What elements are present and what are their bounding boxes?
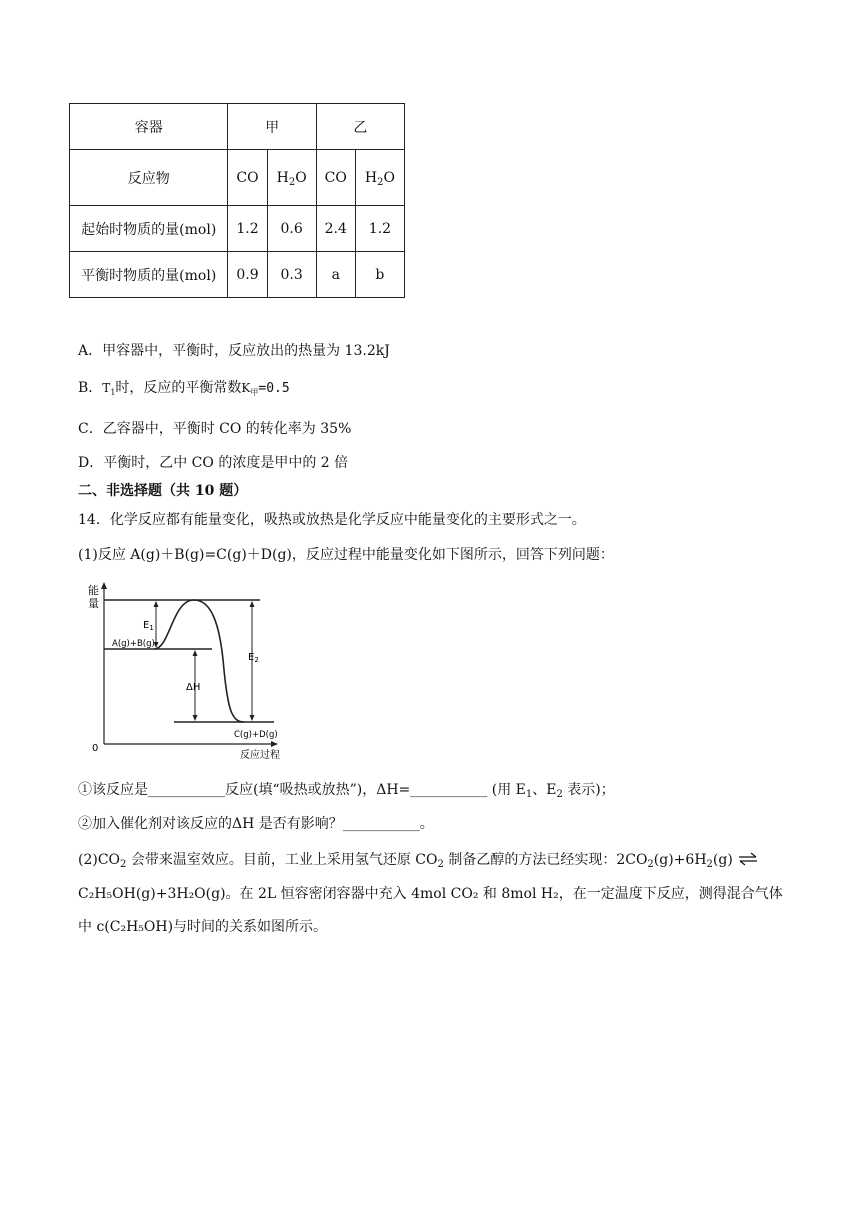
table-row [70, 252, 405, 298]
table-cell: 乙 [316, 104, 404, 150]
option-b [78, 378, 290, 399]
formula-sub: 2 [377, 176, 384, 188]
text-run: (g)+6H [653, 852, 707, 868]
table-row [70, 150, 405, 206]
y-axis-arrow [101, 582, 107, 589]
subquestion-1 [78, 780, 615, 800]
subscript: 2 [706, 859, 713, 870]
subscript: 2 [437, 859, 444, 870]
reaction-curve [154, 600, 244, 722]
equilibrium-arrow-icon [737, 852, 759, 866]
products-label: C(g)+D(g) [234, 730, 278, 740]
e1-arrow-head-up [154, 601, 159, 607]
subquestion-1-text: 表示)； [562, 782, 615, 798]
table-cell: 甲 [228, 104, 316, 150]
subscript: 2 [647, 859, 654, 870]
option-b-t: T [102, 381, 111, 395]
formula-part: H [364, 169, 378, 186]
subquestion-1-text: ①该反应是___________反应(填“吸热或放热”)，ΔH=___________ (用 E [78, 782, 526, 798]
e2-label: $E_2$ [248, 652, 259, 664]
table-cell: 反应物 [70, 150, 228, 206]
option-b-prefix: B． [78, 380, 103, 396]
dh-arrow-head-up [193, 650, 198, 656]
reactants-label: A(g)+B(g) [112, 639, 155, 649]
option-c: C．乙容器中，平衡时 CO 的转化率为 35% [78, 421, 352, 437]
question-14-part-1: (1)反应 A(g)＋B(g)=C(g)＋D(g)，反应过程中能量变化如下图所示，回答下列问题： [78, 547, 614, 563]
table-cell: 2.4 [316, 206, 355, 252]
dh-arrow-head-down [193, 715, 198, 721]
option-b-k-sub: 甲 [250, 388, 259, 397]
e1-label: $E_1$ [143, 620, 154, 632]
e2-arrow-head-down [250, 715, 255, 721]
x-axis-arrow [271, 741, 278, 747]
subscript: 2 [120, 859, 127, 870]
table-cell: 起始时物质的量(mol) [70, 206, 228, 252]
question-14-part-2-line-3: 中 c(C₂H₅OH)与时间的关系如图所示。 [78, 919, 328, 935]
option-d: D．平衡时，乙中 CO 的浓度是甲中的 2 倍 [78, 455, 349, 471]
table-cell: 0.3 [267, 252, 316, 298]
table-cell: 1.2 [228, 206, 267, 252]
formula-part: O [383, 169, 395, 186]
subquestion-2: ②加入催化剂对该反应的ΔH 是否有影响？___________。 [78, 816, 434, 832]
question-14-part-2-line-2: C₂H₅OH(g)+3H₂O(g)。在 2L 恒容密闭容器中充入 4mol CO₂ 和 8mol H₂，在一定温度下反应，测得混合气体 [78, 886, 783, 902]
option-b-end: =0.5 [258, 381, 290, 396]
text-run: (2)CO [78, 852, 121, 868]
origin-label: 0 [92, 743, 99, 754]
formula-part: O [295, 169, 307, 186]
option-b-mid: 时，反应的平衡常数 [115, 380, 242, 396]
table-cell [267, 150, 316, 206]
x-axis-label: 反应过程 [240, 750, 280, 761]
formula-part: H [276, 169, 289, 186]
table-cell: 平衡时物质的量(mol) [70, 252, 228, 298]
dh-label: ΔH [186, 682, 201, 693]
question-14: 14．化学反应都有能量变化，吸热或放热是化学反应中能量变化的主要形式之一。 [78, 512, 586, 528]
e2-arrow-head-up [250, 601, 255, 607]
subscript: 1 [525, 789, 533, 800]
table-cell: CO [228, 150, 267, 206]
table-cell: a [316, 252, 355, 298]
option-a: A．甲容器中，平衡时，反应放出的热量为 13.2kJ [78, 343, 390, 359]
y-axis-label-1: 能 [88, 584, 99, 597]
table-row [70, 206, 405, 252]
table-cell: CO [316, 150, 355, 206]
table-cell: 1.2 [355, 206, 404, 252]
table-cell: 0.6 [267, 206, 316, 252]
table-cell: 容器 [70, 104, 228, 150]
text-run: (g) [712, 852, 733, 868]
energy-diagram [82, 580, 292, 762]
y-axis-label-2: 量 [88, 597, 99, 610]
subquestion-1-text: 、E [532, 782, 557, 798]
text-run: 制备乙醇的方法已经实现：2CO [443, 852, 648, 868]
table-cell: 0.9 [228, 252, 267, 298]
option-b-k: K [241, 381, 251, 395]
table-cell [355, 150, 404, 206]
formula-sub: 2 [288, 176, 296, 188]
option-b-t-sub: 1 [110, 388, 116, 397]
section-heading: 二、非选择题（共 10 题） [78, 483, 248, 499]
data-table [69, 103, 405, 298]
question-14-part-2-line-1 [78, 850, 759, 870]
text-run: 会带来温室效应。目前，工业上采用氢气还原 CO [126, 852, 438, 868]
subscript: 2 [556, 789, 563, 800]
table-cell: b [355, 252, 404, 298]
table-row [70, 104, 405, 150]
